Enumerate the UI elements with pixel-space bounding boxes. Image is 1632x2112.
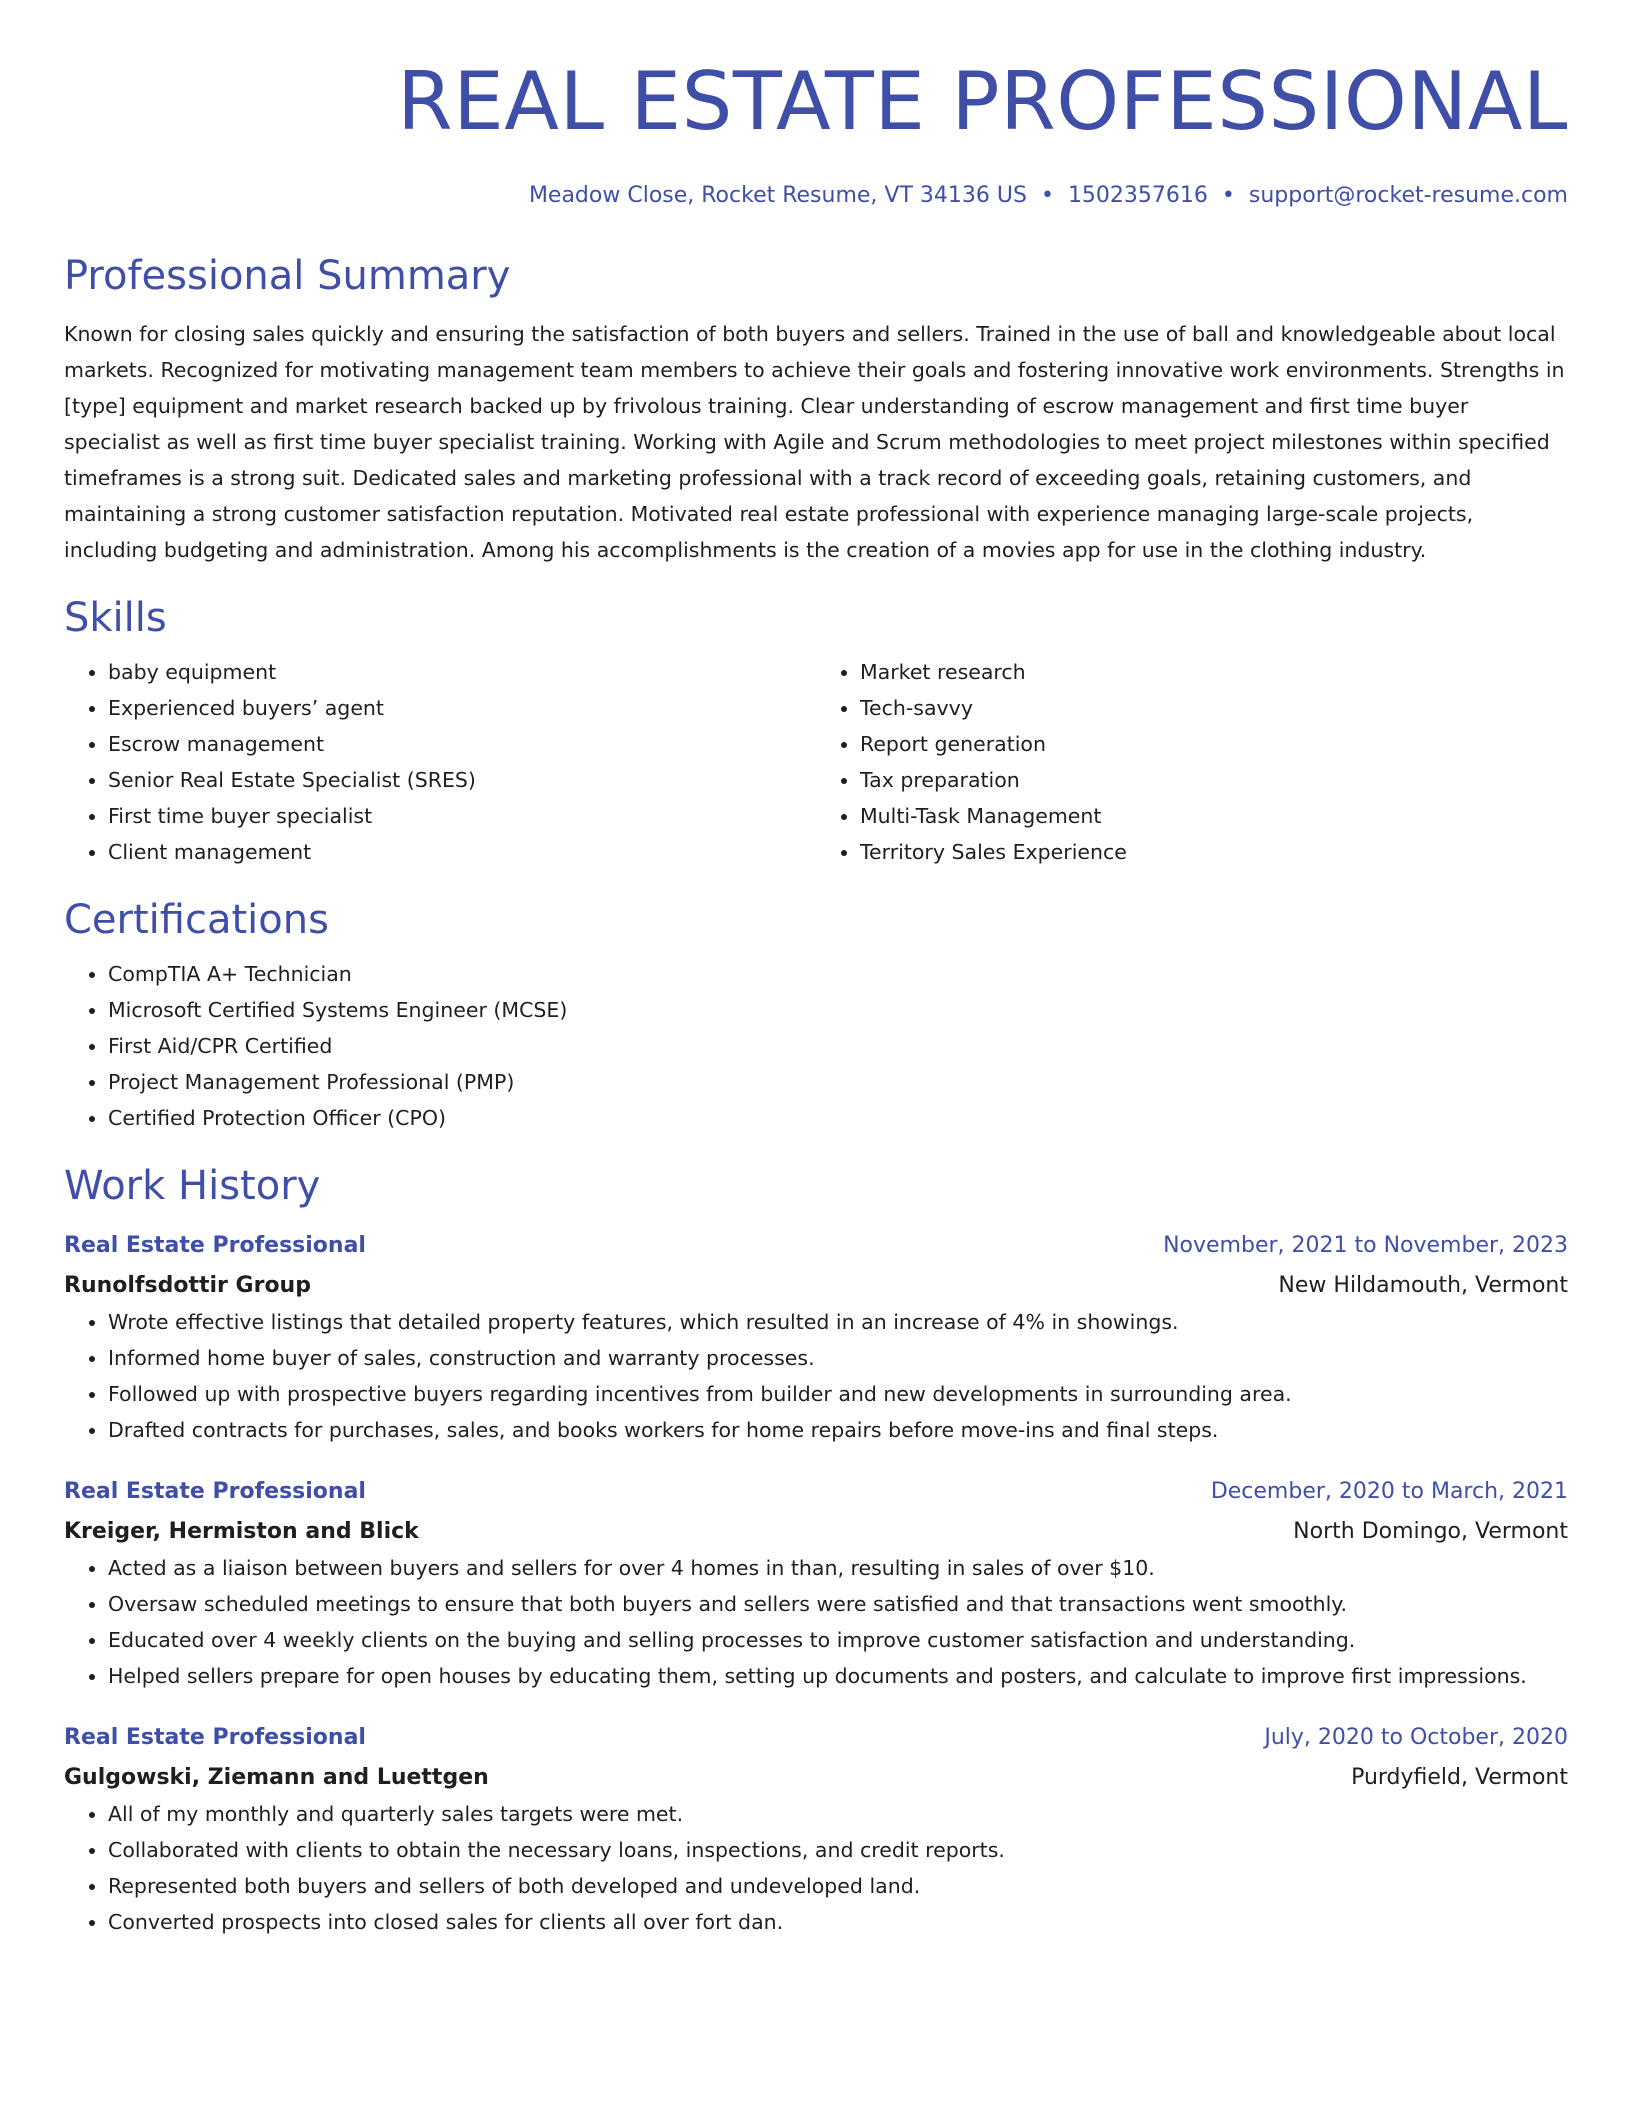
skill-item: • Territory Sales Experience bbox=[860, 834, 1568, 870]
skill-item: • First time buyer specialist bbox=[108, 798, 816, 834]
job-company: Runolfsdottir Group bbox=[64, 1273, 311, 1298]
job-bullet: • All of my monthly and quarterly sales targets were met. bbox=[108, 1796, 1568, 1832]
job-bullet: • Informed home buyer of sales, construction and warranty processes. bbox=[108, 1340, 1568, 1376]
job-company: Kreiger, Hermiston and Blick bbox=[64, 1519, 419, 1544]
skills-grid bbox=[64, 654, 1568, 870]
skill-item: • Senior Real Estate Specialist (SRES) bbox=[108, 762, 816, 798]
job-entry bbox=[64, 1228, 1568, 1448]
skill-item: • Tax preparation bbox=[860, 762, 1568, 798]
job-bullet: • Acted as a liaison between buyers and sellers for over 4 homes in than, resulting in sales of over $10. bbox=[108, 1550, 1568, 1586]
skills-list-left bbox=[64, 654, 816, 870]
job-dates: December, 2020 to March, 2021 bbox=[1210, 1479, 1568, 1504]
resume-name: REAL ESTATE PROFESSIONAL bbox=[397, 55, 1568, 148]
job-bullet: • Drafted contracts for purchases, sales, and books workers for home repairs before move-ins and final steps. bbox=[108, 1412, 1568, 1448]
job-entry bbox=[64, 1720, 1568, 1940]
job-bullet: • Oversaw scheduled meetings to ensure that both buyers and sellers were satisfied and that transactions went smoothly. bbox=[108, 1586, 1568, 1622]
job-bullets bbox=[64, 1550, 1568, 1694]
skill-item: • baby equipment bbox=[108, 654, 816, 690]
job-dates: July, 2020 to October, 2020 bbox=[1264, 1725, 1568, 1750]
job-bullet: • Represented both buyers and sellers of both developed and undeveloped land. bbox=[108, 1868, 1568, 1904]
contact-separator: • bbox=[1040, 183, 1054, 208]
certifications-section bbox=[64, 894, 1568, 1136]
resume-page bbox=[64, 0, 1568, 1966]
job-entry bbox=[64, 1474, 1568, 1694]
certification-item: • CompTIA A+ Technician bbox=[108, 956, 1568, 992]
contact-email[interactable]: support@rocket-resume.com bbox=[1248, 183, 1568, 208]
job-location: New Hildamouth, Vermont bbox=[1278, 1273, 1568, 1298]
job-title: Real Estate Professional bbox=[64, 1479, 366, 1504]
job-title: Real Estate Professional bbox=[64, 1725, 366, 1750]
contact-line bbox=[64, 180, 1568, 212]
skill-item: • Multi-Task Management bbox=[860, 798, 1568, 834]
skill-item: • Tech-savvy bbox=[860, 690, 1568, 726]
job-bullet: • Followed up with prospective buyers regarding incentives from builder and new developments in surrounding area. bbox=[108, 1376, 1568, 1412]
job-dates: November, 2021 to November, 2023 bbox=[1163, 1233, 1568, 1258]
job-location: Purdyfield, Vermont bbox=[1351, 1765, 1568, 1790]
summary-section bbox=[64, 250, 1568, 568]
skill-item: • Experienced buyers’ agent bbox=[108, 690, 816, 726]
skill-item: • Escrow management bbox=[108, 726, 816, 762]
job-bullet: • Collaborated with clients to obtain the necessary loans, inspections, and credit reports. bbox=[108, 1832, 1568, 1868]
job-bullets bbox=[64, 1304, 1568, 1448]
contact-phone: 1502357616 bbox=[1067, 183, 1208, 208]
certifications-list bbox=[64, 956, 1568, 1136]
skill-item: • Market research bbox=[860, 654, 1568, 690]
job-location: North Domingo, Vermont bbox=[1293, 1519, 1568, 1544]
section-title-work-history: Work History bbox=[64, 1163, 321, 1209]
certification-item: • Project Management Professional (PMP) bbox=[108, 1064, 1568, 1100]
section-title-summary: Professional Summary bbox=[64, 253, 511, 299]
job-bullet: • Helped sellers prepare for open houses by educating them, setting up documents and posters, and calculate to improve first impressions. bbox=[108, 1658, 1568, 1694]
skills-section bbox=[64, 592, 1568, 870]
job-title: Real Estate Professional bbox=[64, 1233, 366, 1258]
section-title-certifications: Certifications bbox=[64, 897, 329, 943]
certification-item: • Microsoft Certified Systems Engineer (MCSE) bbox=[108, 992, 1568, 1028]
summary-text: Known for closing sales quickly and ensuring the satisfaction of both buyers and sellers. Trained in the use of ball and knowledgeable about local markets. Recognized for motivating management team members to achieve their goals and fostering innovative work environments. Strengths in [type] equipment and market research backed up by frivolous training. Clear understanding of escrow management and first time buyer specialist as well as first time buyer specialist training. Working with Agile and Scrum methodologies to meet project milestones within specified timeframes is a strong suit. Dedicated sales and marketing professional with a track record of exceeding goals, retaining customers, and maintaining a strong customer satisfaction reputation. Motivated real estate professional with experience managing large-scale projects, including budgeting and administration. Among his accomplishments is the creation of a movies app for use in the clothing industry. bbox=[64, 322, 1565, 562]
certification-item: • First Aid/CPR Certified bbox=[108, 1028, 1568, 1064]
contact-separator: • bbox=[1221, 183, 1235, 208]
job-bullet: • Wrote effective listings that detailed property features, which resulted in an increase of 4% in showings. bbox=[108, 1304, 1568, 1340]
contact-address: Meadow Close, Rocket Resume, VT 34136 US bbox=[528, 183, 1027, 208]
job-bullet: • Converted prospects into closed sales for clients all over fort dan. bbox=[108, 1904, 1568, 1940]
section-title-skills: Skills bbox=[64, 595, 167, 641]
job-bullet: • Educated over 4 weekly clients on the buying and selling processes to improve customer satisfaction and understanding. bbox=[108, 1622, 1568, 1658]
certification-item: • Certified Protection Officer (CPO) bbox=[108, 1100, 1568, 1136]
work-history-section bbox=[64, 1160, 1568, 1940]
skill-item: • Client management bbox=[108, 834, 816, 870]
skill-item: • Report generation bbox=[860, 726, 1568, 762]
job-bullets bbox=[64, 1796, 1568, 1940]
job-company: Gulgowski, Ziemann and Luettgen bbox=[64, 1765, 489, 1790]
skills-list-right bbox=[816, 654, 1568, 870]
